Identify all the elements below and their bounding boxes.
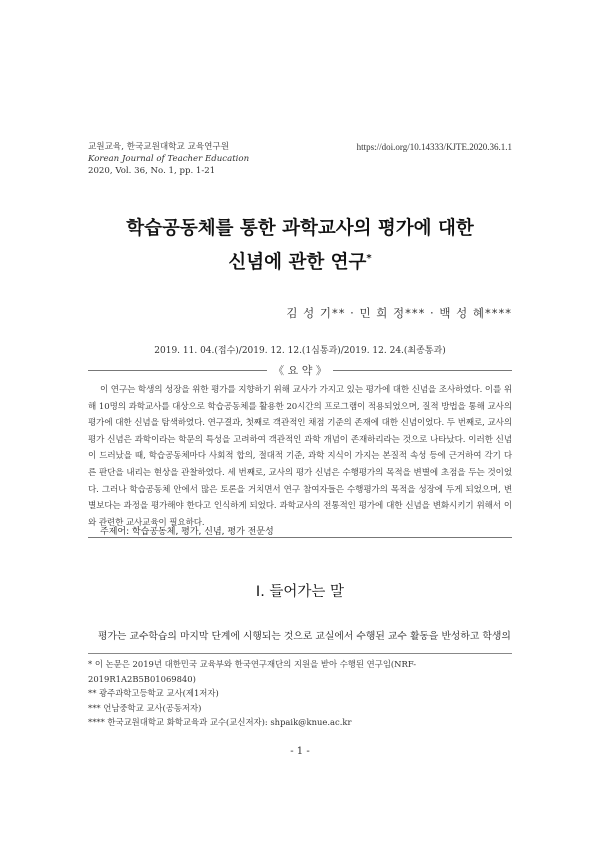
- footnote-item: * 이 논문은 2019년 대한민국 교육부와 한국연구재단의 지원을 받아 수행된 연구임(NRF-2019R1A2B5B01069840): [88, 659, 417, 684]
- title-footnote-mark: *: [366, 253, 372, 264]
- submission-dates: 2019. 11. 04.(접수)/2019. 12. 12.(1심통과)/2019. 12. 24.(최종통과): [154, 346, 446, 356]
- abstract-rule-right: [333, 370, 512, 371]
- author-list: 김 성 기** · 민 희 정*** · 백 성 혜****: [286, 306, 512, 320]
- title-line-2-text: 신념에 관한 연구: [228, 252, 367, 274]
- paper-title: [60, 214, 540, 278]
- abstract-label: 《 요 약 》: [273, 364, 327, 377]
- title-line-1: 학습공동체를 통한 과학교사의 평가에 대한: [126, 218, 474, 239]
- page-number: - 1 -: [290, 746, 310, 757]
- footnote-item: ** 광주과학고등학교 교사(제1저자): [88, 688, 219, 698]
- footnote-item: *** 언남중학교 교사(공동저자): [88, 702, 202, 713]
- footnote-item: **** 한국교원대학교 화학교육과 교수(교신저자): shpaik@knue.ac.kr: [88, 717, 352, 727]
- abstract-box: [88, 362, 512, 538]
- abstract-rule-left: [88, 370, 267, 371]
- keywords: 주제어: 학습공동체, 평가, 신념, 평가 전문성: [100, 527, 274, 537]
- abstract-bottom-rule: [88, 537, 512, 538]
- body-paragraph: 평가는 교수학습의 마지막 단계에 시행되는 것으로 교실에서 수행된 교수 활동을 반성하고 학생의: [98, 631, 511, 642]
- journal-volume: 2020, Vol. 36, No. 1, pp. 1-21: [88, 166, 216, 176]
- section-heading: Ⅰ. 들어가는 말: [255, 584, 345, 600]
- journal-name-english: Korean Journal of Teacher Education: [88, 154, 250, 164]
- doi-link[interactable]: https://doi.org/10.14333/KJTE.2020.36.1.1: [356, 142, 512, 152]
- footnote-divider: [88, 653, 512, 654]
- journal-name-korean: 교원교육, 한국교원대학교 교육연구원: [88, 142, 230, 152]
- footnotes: [88, 657, 518, 730]
- title-line-2: [60, 244, 540, 278]
- abstract-heading: [88, 362, 512, 378]
- journal-header: [88, 141, 348, 177]
- abstract-text: 이 연구는 학생의 성장을 위한 평가를 지향하기 위해 교사가 가지고 있는 평가에 대한 신념을 조사하였다. 이를 위해 10명의 과학교사를 대상으로 학습공동체를 활용한 20시간의 프로그램이 적용되었으며, 질적 방법을 통해 교사의 평가에 대한 신념을 탐색하였다. 연구결과, 첫째로 객관적인 채점 기준의 존재에 대한 신념이었다. 두 번째로, 교사의 평가 신념은 과학이라는 학문의 특성을 고려하여 객관적인 과학 개념이 존재하리라는 것으로 나타났다. 이러한 신념이 드러났을 때, 학습공동체마다 사회적 합의, 절대적 기준, 과학 지식이 가지는 본질적 속성 등에 근거하여 각기 다른 판단을 내리는 현상을 관찰하였다. 세 번째로, 교사의 평가 신념은 수행평가의 목적을 변별에 초점을 두는 것이었다. 그러나 학습공동체 안에서 많은 토론을 거치면서 연구 참여자들은 수행평가의 목적을 성장에 두게 되었으며, 변별보다는 과정을 평가해야 한다고 인식하게 되었다. 과학교사의 전통적인 평가에 대한 신념을 변화시키기 위해서 이와 관련한 교사교육이 필요하다.: [88, 385, 512, 528]
